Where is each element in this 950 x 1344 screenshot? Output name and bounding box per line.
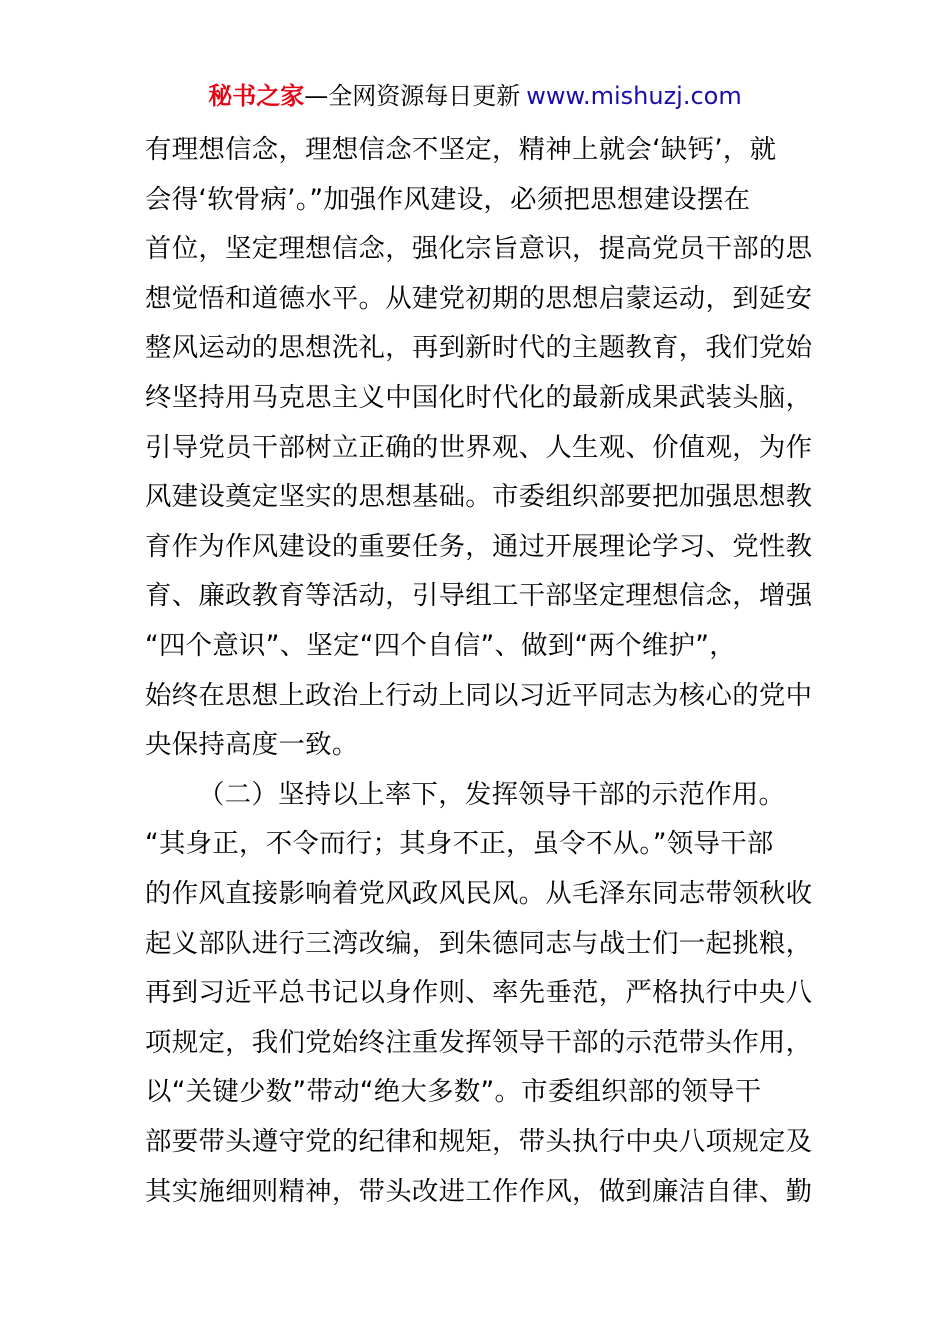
- text-line: 起义部队进行三湾改编，到朱德同志与战士们一起挑粮，: [145, 927, 813, 959]
- section-heading: （二）坚持以上率下，发挥领导干部的示范作用。: [198, 778, 786, 810]
- text-line: 再到习近平总书记以身作则、率先垂范，严格执行中央八: [145, 977, 813, 1009]
- text-line: 想觉悟和道德水平。从建党初期的思想启蒙运动，到延安: [145, 282, 813, 314]
- text-line: 有理想信念，理想信念不坚定，精神上就会‘缺钙’，就: [145, 134, 777, 165]
- site-url-link[interactable]: www.mishuzj.com: [526, 82, 742, 110]
- text-line: 项规定，我们党始终注重发挥领导干部的示范带头作用，: [145, 1026, 813, 1058]
- text-line: 央保持高度一致。: [145, 729, 359, 761]
- site-header: [0, 80, 950, 112]
- text-line: 首位，坚定理想信念，强化宗旨意识，提高党员干部的思: [145, 233, 813, 265]
- text-line: 部要带头遵守党的纪律和规矩，带头执行中央八项规定及: [145, 1126, 813, 1157]
- text-line: 的作风直接影响着党风政风民风。从毛泽东同志带领秋收: [145, 878, 813, 909]
- text-line: 终坚持用马克思主义中国化时代化的最新成果武装头脑，: [145, 382, 813, 413]
- text-line: “四个意识”、坚定“四个自信”、做到“两个维护”，: [145, 630, 736, 661]
- text-line: “其身正，不令而行；其身不正，虽令不从。”领导干部: [145, 828, 774, 860]
- text-line: 育作为作风建设的重要任务，通过开展理论学习、党性教: [145, 530, 813, 562]
- text-line: 风建设奠定坚实的思想基础。市委组织部要把加强思想教: [145, 481, 813, 513]
- text-line: 以“关键少数”带动“绝大多数”。市委组织部的领导干: [145, 1076, 762, 1108]
- text-line: 会得‘软骨病’。”加强作风建设，必须把思想建设摆在: [145, 183, 751, 215]
- text-line: 始终在思想上政治上行动上同以习近平同志为核心的党中: [145, 679, 813, 711]
- text-line: 引导党员干部树立正确的世界观、人生观、价值观，为作: [145, 431, 813, 463]
- brand-name: 秘书之家: [208, 82, 305, 110]
- text-line: 整风运动的思想洗礼，再到新时代的主题教育，我们党始: [145, 332, 813, 364]
- text-line: 其实施细则精神，带头改进工作作风，做到廉洁自律、勤: [145, 1175, 813, 1207]
- text-line: 育、廉政教育等活动，引导组工干部坚定理想信念，增强: [145, 580, 813, 612]
- header-tagline: —全网资源每日更新: [304, 82, 521, 110]
